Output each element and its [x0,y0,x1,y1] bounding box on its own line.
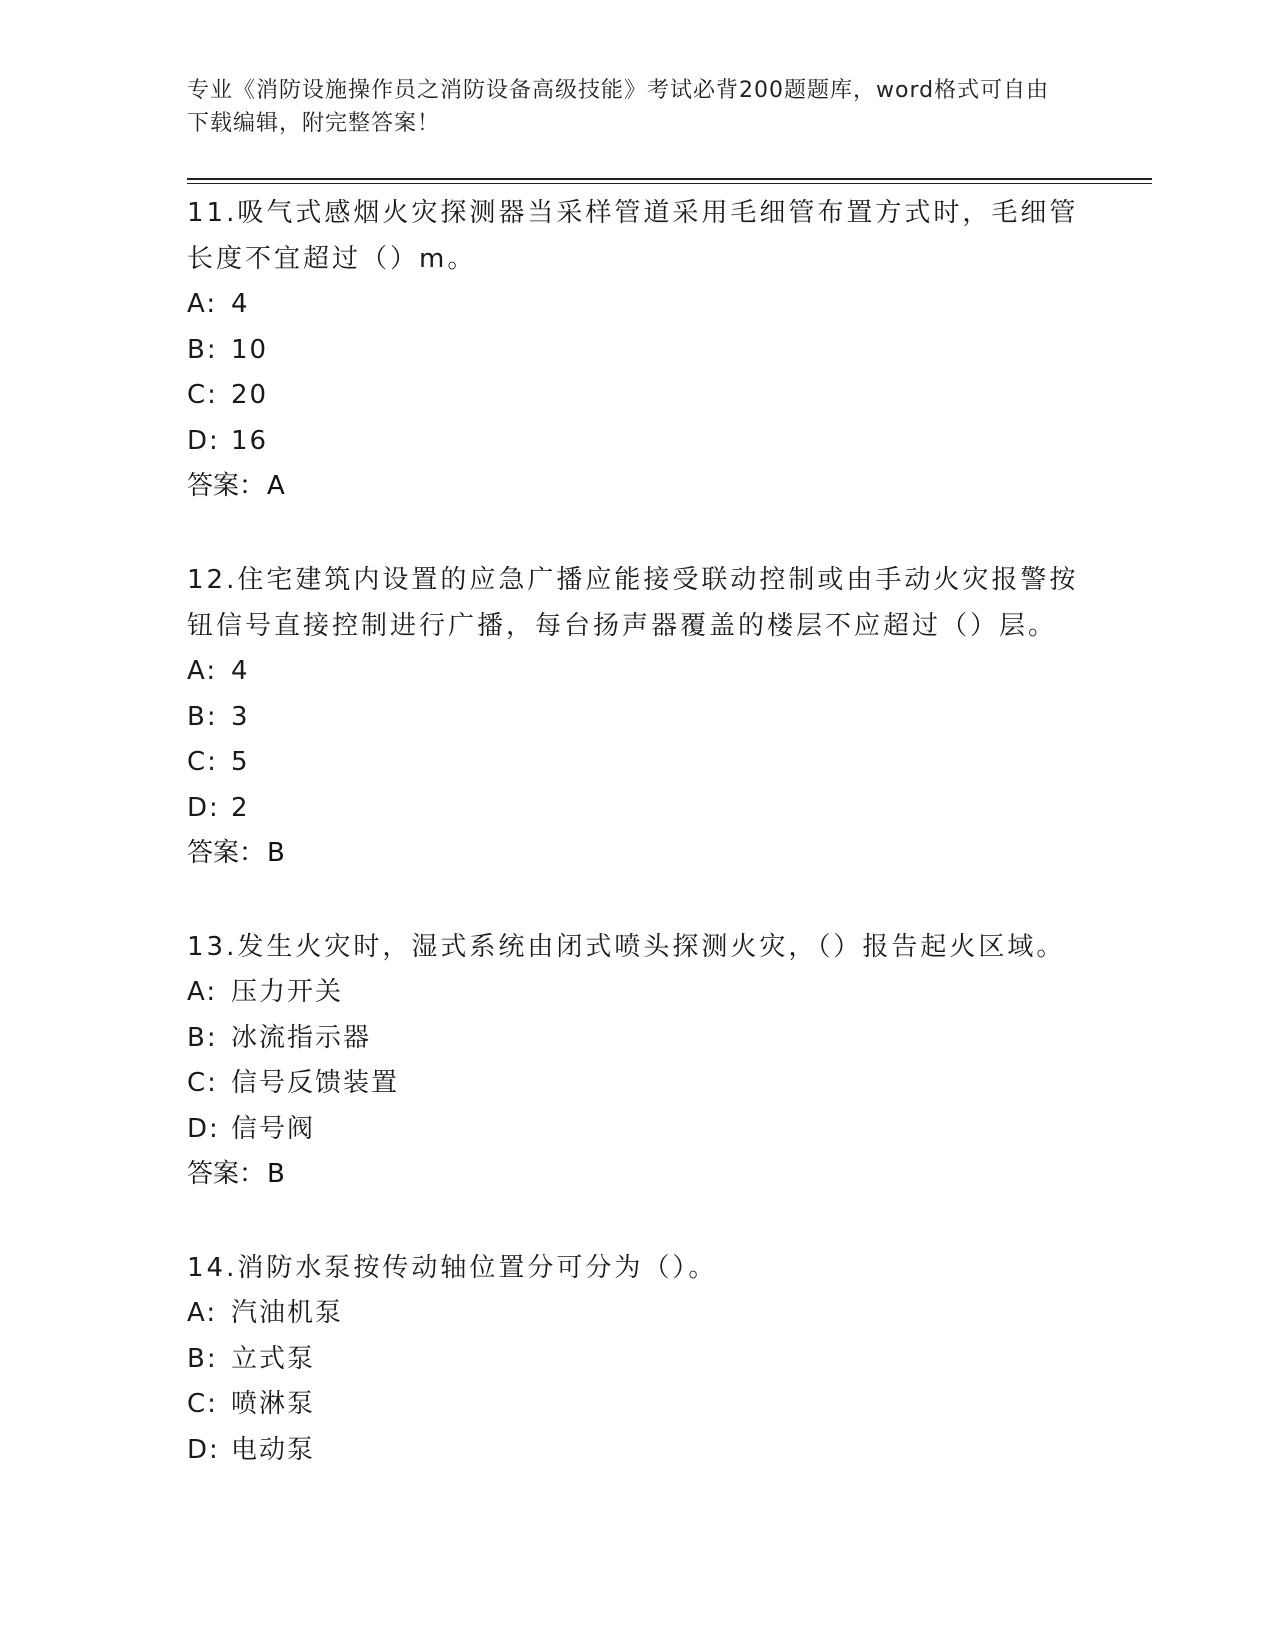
option-value: 汽油机泵 [231,1298,344,1328]
question-list [187,190,1087,1473]
answer-value: B [267,1159,285,1189]
question-12 [187,557,1087,876]
option-value: 信号阀 [231,1113,316,1144]
option-letter: C: [187,1389,218,1419]
answer-value: B [267,838,285,868]
option-a [187,282,1087,328]
answer-label: 答案： [187,471,266,501]
option-letter: B: [187,1343,218,1374]
option-a [187,649,1087,695]
answer-label: 答案： [187,1159,266,1189]
option-d [187,1107,1087,1153]
option-value: 16 [231,425,269,456]
option-c [187,373,1087,419]
question-text: 13.发生火灾时，湿式系统由闭式喷头探测火灾，（）报告起火区域。 [187,932,1066,962]
question-11 [187,190,1087,509]
option-letter: A: [187,1298,218,1328]
option-letter: D: [187,1113,220,1144]
option-value: 4 [231,289,250,319]
option-letter: B: [187,334,218,365]
header-divider-thin [187,183,1152,184]
option-value: 20 [231,380,269,410]
option-d [187,1428,1087,1474]
option-letter: B: [187,701,218,732]
option-letter: D: [187,425,220,456]
header-divider-thick [187,178,1152,180]
option-letter: C: [187,1068,218,1098]
option-value: 4 [231,656,250,686]
option-a [187,1291,1087,1337]
option-value: 5 [231,747,250,777]
option-b [187,695,1087,741]
option-letter: A: [187,977,218,1007]
option-c [187,1061,1087,1107]
option-value: 10 [231,334,269,365]
option-value: 压力开关 [231,977,344,1007]
option-letter: A: [187,656,218,686]
option-letter: C: [187,380,218,410]
option-d [187,419,1087,465]
option-letter: D: [187,1434,220,1465]
question-text: 11.吸气式感烟火灾探测器当采样管道采用毛细管布置方式时，毛细管长度不宜超过（）m。 [187,198,1079,274]
option-value: 冰流指示器 [231,1022,372,1053]
option-b [187,328,1087,374]
answer-line [187,464,1087,509]
answer-label: 答案： [187,838,266,868]
option-value: 信号反馈装置 [231,1068,400,1098]
option-b [187,1016,1087,1062]
option-value: 3 [231,701,250,732]
option-value: 2 [231,792,250,823]
answer-line [187,831,1087,876]
question-text: 12.住宅建筑内设置的应急广播应能接受联动控制或由手动火灾报警按钮信号直接控制进行广播，每台扬声器覆盖的楼层不应超过（）层。 [187,565,1079,641]
option-c [187,1382,1087,1428]
question-13 [187,924,1087,1197]
option-value: 喷淋泵 [231,1389,316,1419]
option-letter: C: [187,747,218,777]
answer-value: A [267,471,285,501]
option-letter: D: [187,792,220,823]
option-c [187,740,1087,786]
option-letter: B: [187,1022,218,1053]
option-b [187,1337,1087,1383]
document-intro: 专业《消防设施操作员之消防设备高级技能》考试必背200题题库，word格式可自由下载编辑，附完整答案！ [187,78,1050,136]
option-d [187,786,1087,832]
option-a [187,970,1087,1016]
question-text: 14.消防水泵按传动轴位置分可分为（）。 [187,1253,718,1283]
question-14 [187,1245,1087,1473]
option-letter: A: [187,289,218,319]
option-value: 立式泵 [231,1343,316,1374]
option-value: 电动泵 [231,1434,316,1465]
answer-line [187,1152,1087,1197]
